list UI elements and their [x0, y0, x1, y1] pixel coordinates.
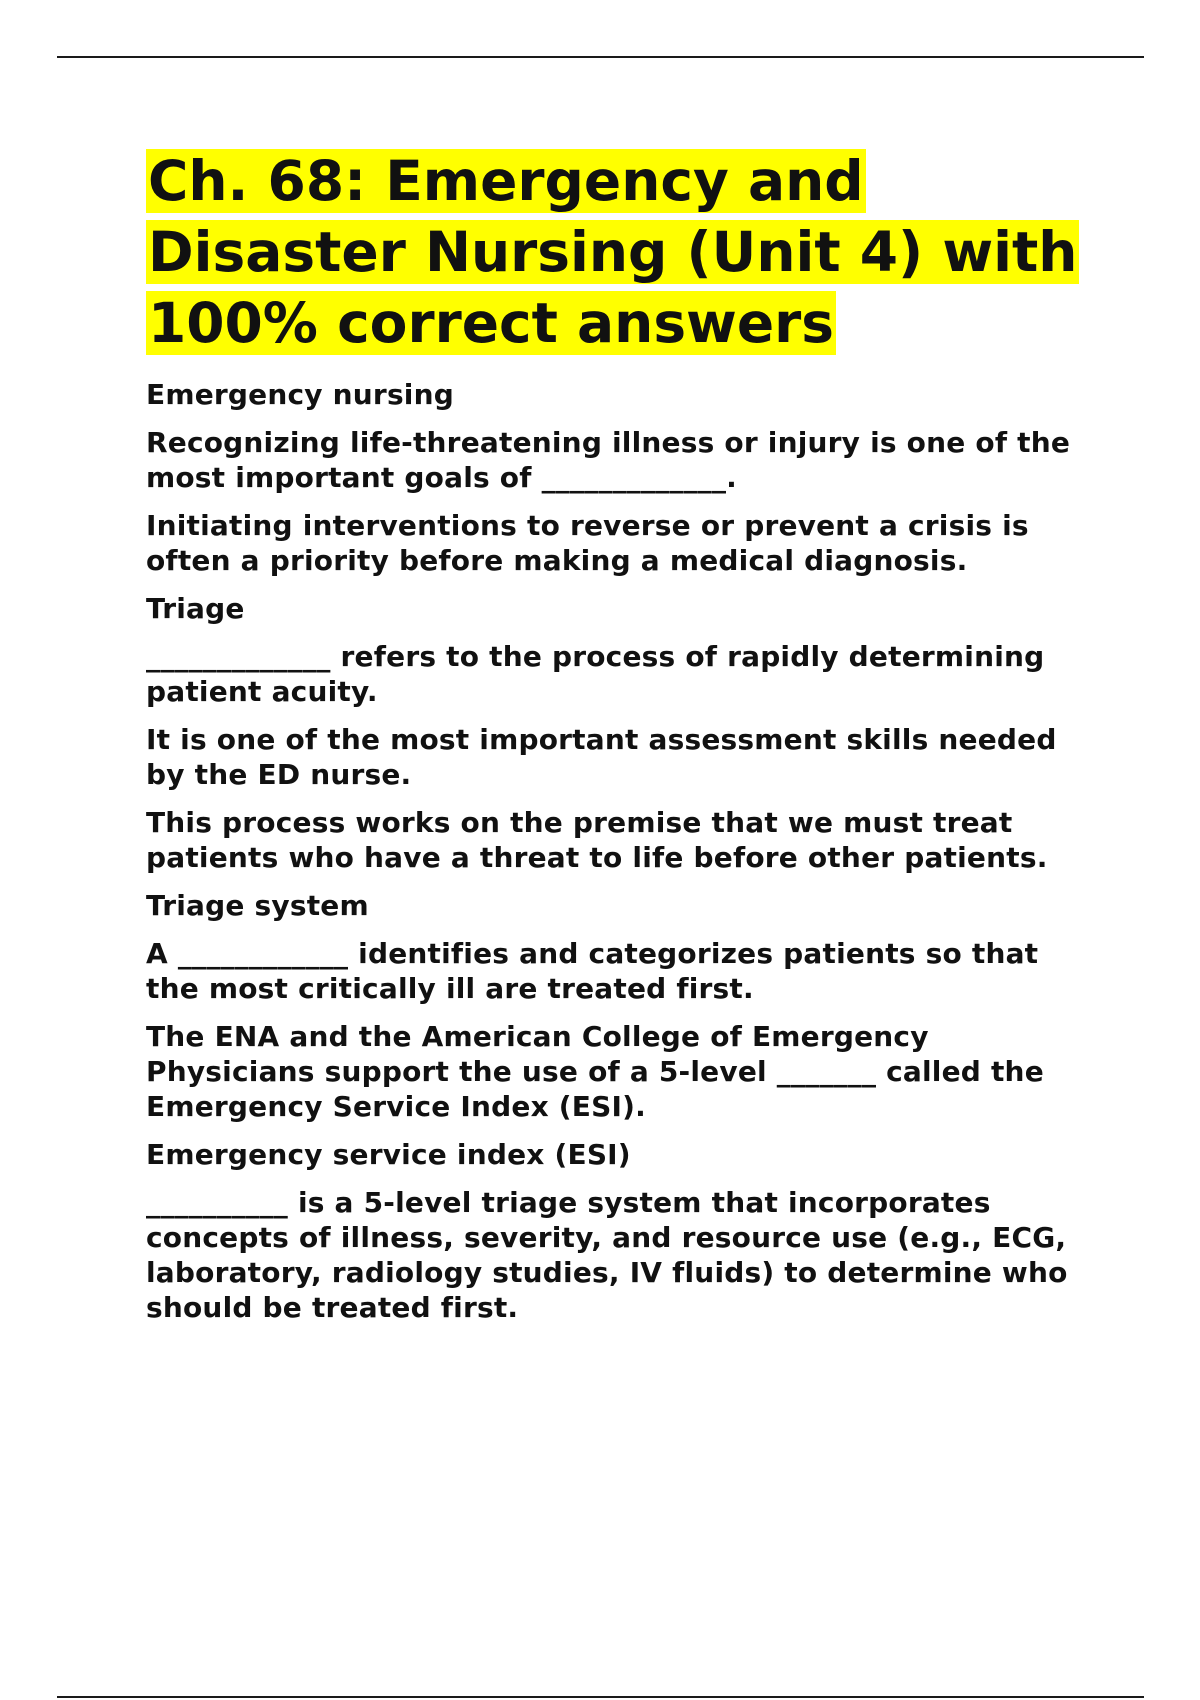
- note-assessment-skills: It is one of the most important assessment skills needed by the ED nurse.: [146, 723, 1057, 791]
- document-title: [146, 146, 1086, 359]
- term-triage: Triage: [146, 592, 245, 625]
- term-emergency-nursing: Emergency nursing: [146, 378, 454, 411]
- note-interventions: Initiating interventions to reverse or prevent a crisis is often a priority before making a medical diagnosis.: [146, 509, 1029, 577]
- term-triage-system: Triage system: [146, 889, 369, 922]
- term-esi: Emergency service index (ESI): [146, 1138, 631, 1171]
- top-rule: [57, 56, 1144, 58]
- question-emergency-nursing: Recognizing life-threatening illness or injury is one of the most important goals of _____________.: [146, 426, 1071, 494]
- question-triage-system: A ____________ identifies and categorizes patients so that the most critically ill are treated first.: [146, 937, 1039, 1005]
- document-body: [146, 146, 1086, 1338]
- note-ena-acep: The ENA and the American College of Emergency Physicians support the use of a 5-level _______ called the Emergency Service Index (ESI).: [146, 1020, 1044, 1123]
- title-highlight: Ch. 68: Emergency and Disaster Nursing (Unit 4) with 100% correct answers: [148, 149, 1078, 355]
- bottom-rule: [57, 1696, 1144, 1698]
- question-triage: _____________ refers to the process of rapidly determining patient acuity.: [146, 640, 1045, 708]
- question-esi: __________ is a 5-level triage system that incorporates concepts of illness, severity, and resource use (e.g., ECG, laboratory, radiology studies, IV fluids) to determine who should be treated first.: [146, 1186, 1068, 1324]
- note-premise: This process works on the premise that we must treat patients who have a threat to life before other patients.: [146, 806, 1048, 874]
